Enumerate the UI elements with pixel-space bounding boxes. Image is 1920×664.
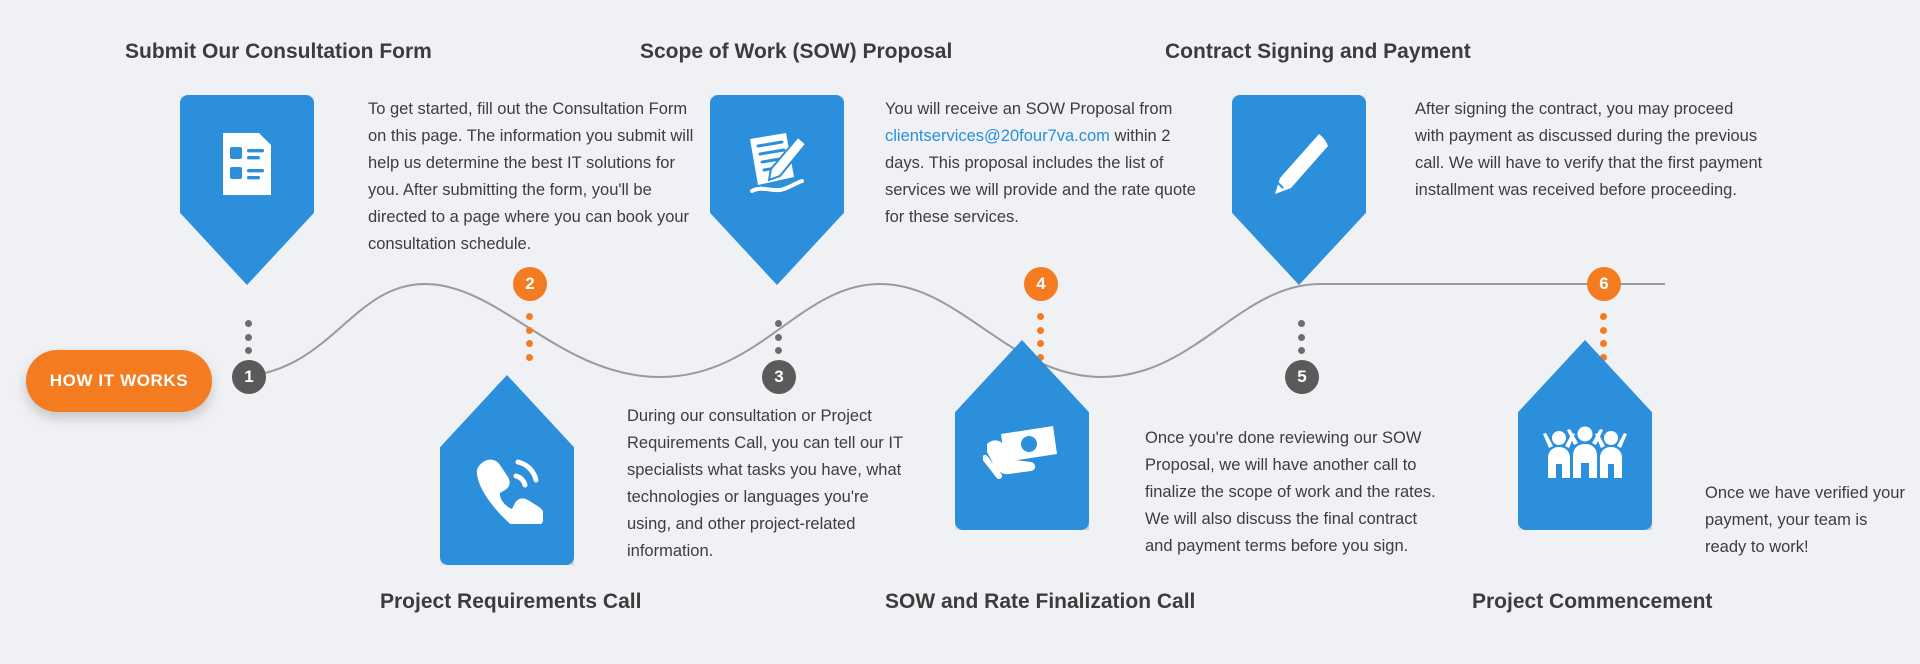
step-2-marker[interactable] (513, 267, 547, 301)
step-6-marker[interactable] (1587, 267, 1621, 301)
step-2-title: Project Requirements Call (380, 590, 642, 613)
step-4-body: Once you're done reviewing our SOW Proposal, we will have another call to finalize the scope of work and the rates. We will also discuss the final contract and payment terms before you sign. (1145, 429, 1436, 555)
step-6-number: 6 (1599, 274, 1609, 293)
step-5-icon-pin (1232, 95, 1366, 285)
phone-call-icon (440, 437, 574, 543)
step-2-body: During our consultation or Project Requirements Call, you can tell our IT specialists what tasks you have, what technologies or languages you're using, and other project-related information. (627, 407, 903, 560)
step-1-body: To get started, fill out the Consultation Form on this page. The information you submit will help us determine the best IT solutions for you. After submitting the form, you'll be directed to a page where you can book your consultation schedule. (368, 100, 694, 253)
how-it-works-label: HOW IT WORKS (49, 371, 189, 390)
step-5-number: 5 (1297, 367, 1307, 386)
pen-icon (1232, 111, 1366, 217)
step-3-icon-pin (710, 95, 844, 285)
step-3-marker[interactable] (762, 360, 796, 394)
step-2-icon-pin (440, 375, 574, 565)
step-4-icon-pin (955, 340, 1089, 530)
step-1-number: 1 (244, 367, 254, 386)
signed-document-icon (710, 111, 844, 217)
step-3-body (885, 96, 1205, 231)
step-1-title: Submit Our Consultation Form (125, 40, 432, 63)
step-1-icon-pin (180, 95, 314, 285)
step-1-marker[interactable] (232, 360, 266, 394)
step-5-body: After signing the contract, you may proceed with payment as discussed during the previous call. We will have to verify that the first payment installment was received before proceeding. (1415, 100, 1763, 199)
step-5-title: Contract Signing and Payment (1165, 40, 1471, 63)
step-3-body-tail: within 2 days. This proposal includes the list of services we will provide and the rate quote for these services. (885, 127, 1196, 226)
step-3-title: Scope of Work (SOW) Proposal (640, 40, 953, 63)
cash-hand-icon (955, 402, 1089, 508)
step-5-marker[interactable] (1285, 360, 1319, 394)
step-2-number: 2 (525, 274, 535, 293)
step-4-title: SOW and Rate Finalization Call (885, 590, 1196, 613)
step-4-number: 4 (1036, 274, 1046, 293)
client-services-email-link[interactable]: clientservices@20four7va.com (885, 127, 1110, 145)
step-6-icon-pin (1518, 340, 1652, 530)
step-3-number: 3 (774, 367, 784, 386)
document-list-icon (180, 111, 314, 217)
step-6-body: Once we have verified your payment, your team is ready to work! (1705, 484, 1905, 556)
step-4-marker[interactable] (1024, 267, 1058, 301)
step-6-title: Project Commencement (1472, 590, 1713, 613)
step-2-dots (525, 313, 533, 361)
how-it-works-badge (26, 350, 212, 412)
step-3-body-lead: You will receive an SOW Proposal from (885, 100, 1173, 118)
celebrating-team-icon (1518, 402, 1652, 508)
